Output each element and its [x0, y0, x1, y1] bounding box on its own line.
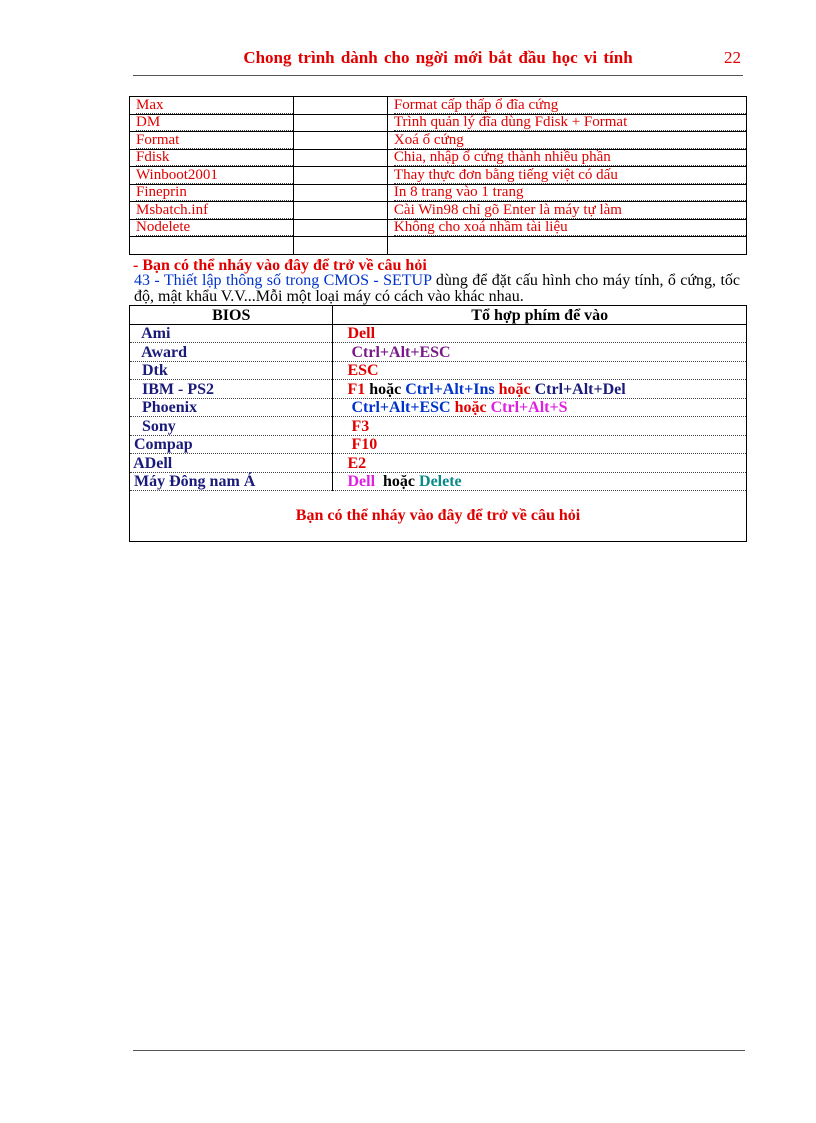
key-combo: F1 [347, 380, 366, 398]
bios-name: Award [130, 343, 333, 362]
utility-empty-cell [293, 202, 387, 220]
bios-keys [333, 472, 747, 491]
utility-desc-cell [387, 184, 746, 202]
bios-keys [333, 417, 747, 436]
utility-desc-cell [387, 97, 746, 115]
key-combo: hoặc [375, 473, 420, 490]
utility-name-cell [130, 97, 294, 115]
utility-description: Chia, nhập ổ cứng thành nhiều phần [394, 150, 746, 166]
utility-name-cell [130, 132, 294, 150]
bios-table-header [130, 306, 747, 325]
bios-keys [333, 324, 747, 343]
utility-row [130, 167, 747, 185]
header-keys: Tổ hợp phím để vào [333, 306, 747, 325]
page-header [133, 48, 741, 72]
key-combo: hoặc [494, 380, 535, 398]
utility-description: Thay thực đơn bằng tiếng việt có dấu [394, 168, 746, 184]
bios-name: Ami [130, 324, 333, 343]
utility-name[interactable]: Msbatch.inf [136, 203, 293, 219]
bios-keys [333, 454, 747, 473]
utility-description: Format cấp thấp ổ đĩa cứng [394, 98, 746, 114]
utility-name-cell [130, 114, 294, 132]
utility-name[interactable]: Winboot2001 [136, 168, 293, 184]
utility-empty-cell [293, 114, 387, 132]
key-combo: Ctrl+Alt+S [490, 399, 568, 416]
key-combo: Delete [419, 473, 462, 490]
bios-name: Máy Đông nam Á [130, 472, 333, 491]
key-combo: E2 [347, 454, 367, 472]
bios-name: IBM - PS2 [130, 380, 333, 399]
utility-row [130, 149, 747, 167]
cmos-setup-text: dùng để đặt cấu hình cho máy tính, ổ cứng, tốc độ, mật khẩu V.V...Mỗi một loại máy có cách vào khác nhau. [134, 272, 741, 305]
bios-name: Compap [130, 435, 333, 454]
key-combo: hoặc [450, 399, 491, 416]
page-number: 22 [724, 48, 741, 67]
utility-empty-cell [293, 97, 387, 115]
key-combo: ESC [347, 362, 379, 379]
key-combo: Ctrl+Alt+ESC [347, 343, 451, 361]
utility-name-cell [130, 149, 294, 167]
utility-name[interactable]: Fdisk [136, 150, 293, 166]
utility-description: Không cho xoá nhầm tài liệu [394, 220, 746, 236]
bios-keys [333, 435, 747, 454]
bios-keys [333, 380, 747, 399]
utility-desc-cell [387, 219, 746, 237]
back-link-row [130, 491, 747, 542]
header-bios: BIOS [130, 306, 333, 325]
bios-row [130, 380, 747, 399]
utility-empty-cell [293, 219, 387, 237]
bios-keys [333, 361, 747, 380]
bios-name: Dtk [130, 361, 333, 380]
cmos-setup-paragraph [134, 273, 740, 305]
key-combo: hoặc [365, 380, 406, 398]
bios-row [130, 361, 747, 380]
utility-empty-cell [293, 149, 387, 167]
utility-row [130, 202, 747, 220]
bios-row [130, 417, 747, 436]
utility-description: Trình quản lý đĩa dùng Fdisk + Format [394, 115, 746, 131]
utility-name-cell [130, 167, 294, 185]
bios-name: Phoenix [130, 398, 333, 417]
utility-name-cell [130, 184, 294, 202]
utility-name[interactable]: Format [136, 133, 293, 149]
utility-description: Xoá ổ cứng [394, 133, 746, 149]
back-to-question-link[interactable]: - Bạn có thể nháy vào đây để trở về câu hỏi [133, 257, 427, 274]
utility-description: Cài Win98 chỉ gõ Enter là máy tự làm [394, 203, 746, 219]
utility-desc-cell [387, 202, 746, 220]
empty-cell [387, 237, 746, 255]
utility-name[interactable]: DM [136, 115, 293, 131]
utility-row [130, 97, 747, 115]
footer-rule [133, 1050, 745, 1051]
key-combo: Dell [347, 325, 376, 342]
bios-keys [333, 343, 747, 362]
utility-row [130, 114, 747, 132]
bios-row [130, 324, 747, 343]
key-combo: F10 [347, 436, 378, 453]
key-combo: Ctrl+Alt+ESC [347, 399, 451, 416]
bios-keys [333, 398, 747, 417]
bios-row [130, 472, 747, 491]
page-title: Chong trình dành cho ngời mới bắt đầu học vi tính [243, 48, 633, 67]
utility-name[interactable]: Fineprin [136, 185, 293, 201]
utility-name[interactable]: Max [136, 98, 293, 114]
bios-row [130, 435, 747, 454]
utility-row [130, 219, 747, 237]
back-to-question-link-2[interactable]: Bạn có thể nháy vào đây để trở về câu hỏi [295, 507, 581, 524]
key-combo: Dell [347, 473, 376, 490]
bios-row [130, 343, 747, 362]
back-link-cell [130, 491, 747, 542]
utility-desc-cell [387, 167, 746, 185]
utility-row [130, 132, 747, 150]
bios-keys-table [129, 305, 747, 542]
utility-empty-cell [293, 132, 387, 150]
utility-row [130, 184, 747, 202]
utilities-table [129, 96, 747, 255]
utility-desc-cell [387, 132, 746, 150]
cmos-setup-heading: 43 - Thiết lập thông số trong CMOS - SETUP [134, 272, 432, 289]
bios-name: ADell [130, 454, 333, 473]
bios-name: Sony [130, 417, 333, 436]
utility-desc-cell [387, 149, 746, 167]
key-combo: Ctrl+Alt+Del [534, 380, 626, 398]
bios-row [130, 454, 747, 473]
header-rule [133, 75, 743, 76]
utility-name-cell [130, 219, 294, 237]
utility-desc-cell [387, 114, 746, 132]
key-combo: F3 [347, 417, 370, 435]
utility-description: In 8 trang vào 1 trang [394, 185, 746, 201]
empty-cell [293, 237, 387, 255]
key-combo: Ctrl+Alt+Ins [405, 380, 495, 398]
utility-empty-row [130, 237, 747, 255]
bios-row [130, 398, 747, 417]
empty-cell [130, 237, 294, 255]
utility-empty-cell [293, 167, 387, 185]
utility-name[interactable]: Nodelete [136, 220, 293, 236]
utility-name-cell [130, 202, 294, 220]
utility-empty-cell [293, 184, 387, 202]
